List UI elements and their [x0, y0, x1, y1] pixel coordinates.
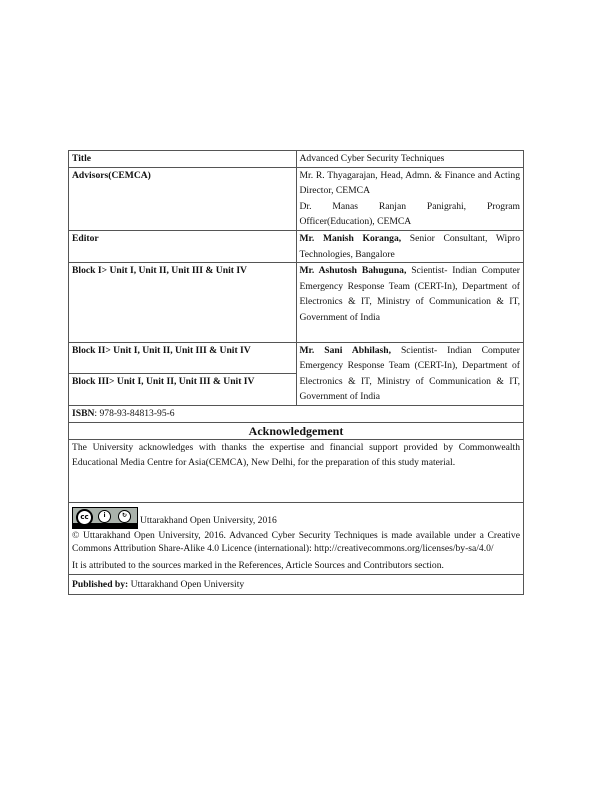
isbn-row: [69, 405, 524, 422]
by-icon: i: [98, 510, 111, 523]
advisors-row: [69, 167, 524, 230]
editor-value: [296, 230, 524, 262]
license-owner-line: [72, 507, 520, 529]
isbn-cell: [69, 405, 524, 422]
license-cell: [69, 502, 524, 574]
block23-value: [296, 342, 524, 405]
acknowledgement-heading: Acknowledgement: [69, 422, 524, 439]
editor-name: Mr. Manish Koranga,: [299, 232, 402, 244]
block23-author-name: Mr. Sani Abhilash,: [299, 344, 392, 356]
acknowledgement-text: The University acknowledges with thanks the expertise and financial support provided by Commonwealth Educational Media Centre for Asia(CEMCA), New Delhi, for the preparation of this study material.: [69, 439, 524, 502]
publisher-value: Uttarakhand Open University: [128, 578, 245, 590]
sa-icon: ↻: [118, 510, 131, 523]
block3-label: Block III> Unit I, Unit II, Unit III & Unit IV: [69, 374, 297, 406]
block1-author-name: Mr. Ashutosh Bahuguna,: [299, 265, 407, 277]
cc-by-sa-badge-icon: [72, 507, 138, 529]
advisors-label: Advisors(CEMCA): [69, 167, 297, 230]
block2-label: Block II> Unit I, Unit II, Unit III & Unit IV: [69, 342, 297, 374]
editor-row: [69, 230, 524, 262]
block1-label: Block I> Unit I, Unit II, Unit III & Unit IV: [69, 263, 297, 342]
advisor-1: Mr. R. Thyagarajan, Head, Admn. & Finance and Acting Director, CEMCA: [299, 169, 520, 197]
cc-icon: cc: [76, 509, 93, 526]
title-label: Title: [69, 151, 297, 168]
block1-row: [69, 263, 524, 342]
acknowledgement-heading-row: [69, 422, 524, 439]
publisher-row: [69, 574, 524, 595]
license-attribution: It is attributed to the sources marked in the References, Article Sources and Contributors section.: [72, 559, 444, 571]
advisors-value: [296, 167, 524, 230]
publisher-label: Published by:: [72, 578, 129, 590]
title-row: [69, 151, 524, 168]
license-row: [69, 502, 524, 574]
credits-table: [68, 150, 524, 595]
publisher-cell: [69, 574, 524, 595]
editor-label: Editor: [69, 230, 297, 262]
isbn-label: ISBN: [72, 407, 95, 419]
title-value: Advanced Cyber Security Techniques: [296, 151, 524, 168]
block1-value: [296, 263, 524, 342]
acknowledgement-row: [69, 439, 524, 502]
advisor-2: Dr. Manas Ranjan Panigrahi, Program Officer(Education), CEMCA: [299, 200, 520, 228]
editor-affiliation: Senior Consultant, Wipro Technologies, Bangalore: [299, 232, 520, 260]
block1-author-affiliation: Scientist- Indian Computer Emergency Response Team (CERT-In), Department of Electronics & IT, Ministry of Communication & IT, Government of India: [299, 265, 520, 323]
block23-author-affiliation: Scientist- Indian Computer Emergency Response Team (CERT-In), Department of Electronics & IT, Ministry of Communication & IT, Government of India: [299, 344, 520, 403]
isbn-value: : 978-93-84813-95-6: [94, 407, 175, 419]
block2-row: [69, 342, 524, 374]
license-owner: Uttarakhand Open University, 2016: [140, 514, 277, 526]
license-text: © Uttarakhand Open University, 2016. Advanced Cyber Security Techniques is made available under a Creative Commons Attribution Share-Alike 4.0 Licence (international): http://creativecommons.org/licenses/by-sa/4.0/: [72, 529, 520, 554]
